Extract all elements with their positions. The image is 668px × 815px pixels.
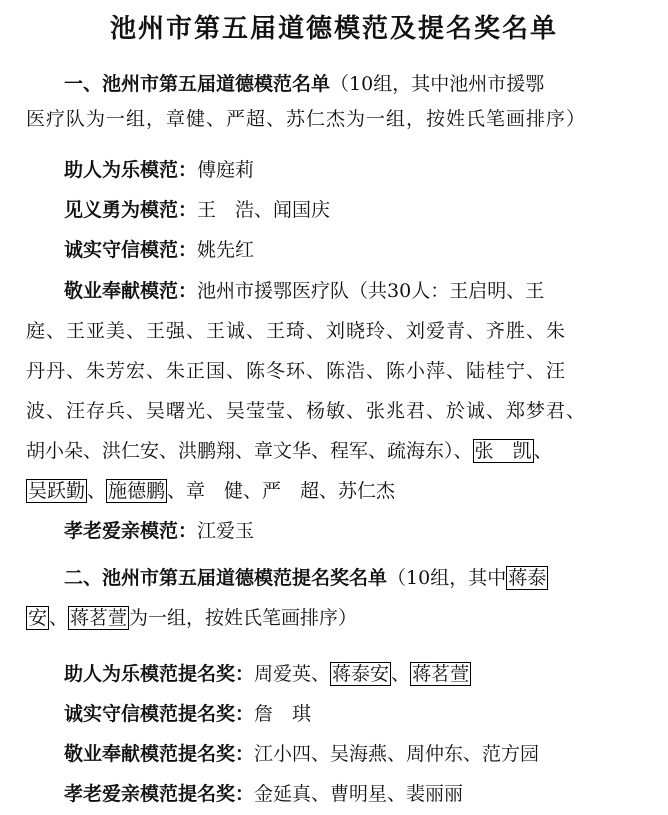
- brave-row: [64, 198, 330, 222]
- separator: 、: [533, 440, 553, 462]
- nom-helping-row: [64, 662, 471, 686]
- nom-filial-row: [64, 782, 463, 806]
- honest-value: 姚先红: [197, 239, 255, 261]
- dedication-l5: [26, 439, 553, 463]
- name-box: 安: [28, 607, 48, 629]
- honest-label: 诚实守信模范：: [64, 239, 198, 261]
- name-box: 蒋茗萱: [412, 663, 470, 685]
- dedication-l6: [26, 479, 395, 503]
- name-box: 吴跃勤: [28, 480, 86, 502]
- nom-dedication-row: [64, 742, 539, 766]
- separator: 、: [49, 607, 69, 629]
- helping-row: [64, 158, 254, 182]
- filial-row: [64, 519, 254, 543]
- page-title: 池州市第五届道德模范及提名奖名单: [109, 14, 558, 44]
- helping-value: 傅庭莉: [197, 159, 255, 181]
- section1-note-l1: （10组，其中池州市援鄂: [330, 73, 545, 95]
- dedication-l6-text: 、章 健、严 超、苏仁杰: [167, 480, 396, 502]
- helping-label: 助人为乐模范：: [64, 159, 198, 181]
- separator: 、: [391, 663, 411, 685]
- section1-heading-line: [64, 72, 544, 96]
- section1-note-l2: 医疗队为一组，章健、严超、苏仁杰为一组，按姓氏笔画排序）: [26, 108, 587, 130]
- name-box: 蒋泰安: [332, 663, 390, 685]
- section2-heading-line: [64, 566, 548, 590]
- section2-note-l2: [26, 606, 357, 630]
- separator: 、: [87, 480, 107, 502]
- nom-filial-value: 金延真、曹明星、裴丽丽: [254, 783, 464, 805]
- dedication-l5-text: 胡小朵、洪仁安、洪鹏翔、章文华、程军、疏海东）、: [26, 440, 473, 462]
- dedication-label: 敬业奉献模范：: [64, 280, 198, 302]
- section2-note: （10组，其中: [387, 567, 507, 589]
- dedication-l4: 波、汪存兵、吴曙光、吴莹莹、杨敏、张兆君、於诚、郑梦君、: [26, 400, 587, 422]
- section2-note-rest: 为一组，按姓氏笔画排序）: [129, 607, 358, 629]
- brave-value: 王 浩、闻国庆: [197, 199, 331, 221]
- section1-heading: 一、池州市第五届道德模范名单: [64, 73, 331, 95]
- nom-helping-label: 助人为乐模范提名奖：: [64, 663, 255, 685]
- brave-label: 见义勇为模范：: [64, 199, 198, 221]
- dedication-l1: 池州市援鄂医疗队（共30人：王启明、王: [197, 280, 545, 302]
- filial-label: 孝老爱亲模范：: [64, 520, 198, 542]
- section2-heading: 二、池州市第五届道德模范提名奖名单: [64, 567, 388, 589]
- nom-dedication-label: 敬业奉献模范提名奖：: [64, 743, 255, 765]
- nom-dedication-value: 江小四、吴海燕、周仲东、范方园: [254, 743, 540, 765]
- nom-honest-label: 诚实守信模范提名奖：: [64, 703, 255, 725]
- nom-honest-row: [64, 702, 311, 726]
- name-box: 张 凯: [474, 440, 532, 462]
- nom-filial-label: 孝老爱亲模范提名奖：: [64, 783, 255, 805]
- name-box: 蒋茗萱: [70, 607, 128, 629]
- name-box: 蒋泰: [508, 567, 547, 589]
- dedication-row: [64, 279, 544, 303]
- nom-helping-pre: 周爱英、: [254, 663, 331, 685]
- name-box: 施德鹏: [108, 480, 166, 502]
- honest-row: [64, 238, 254, 262]
- filial-value: 江爱玉: [197, 520, 255, 542]
- dedication-l2: 庭、王亚美、王强、王诚、王琦、刘晓玲、刘爱青、齐胜、朱: [26, 320, 567, 342]
- nom-honest-value: 詹 琪: [254, 703, 312, 725]
- dedication-l3: 丹丹、朱芳宏、朱正国、陈冬环、陈浩、陈小萍、陆桂宁、汪: [26, 360, 567, 382]
